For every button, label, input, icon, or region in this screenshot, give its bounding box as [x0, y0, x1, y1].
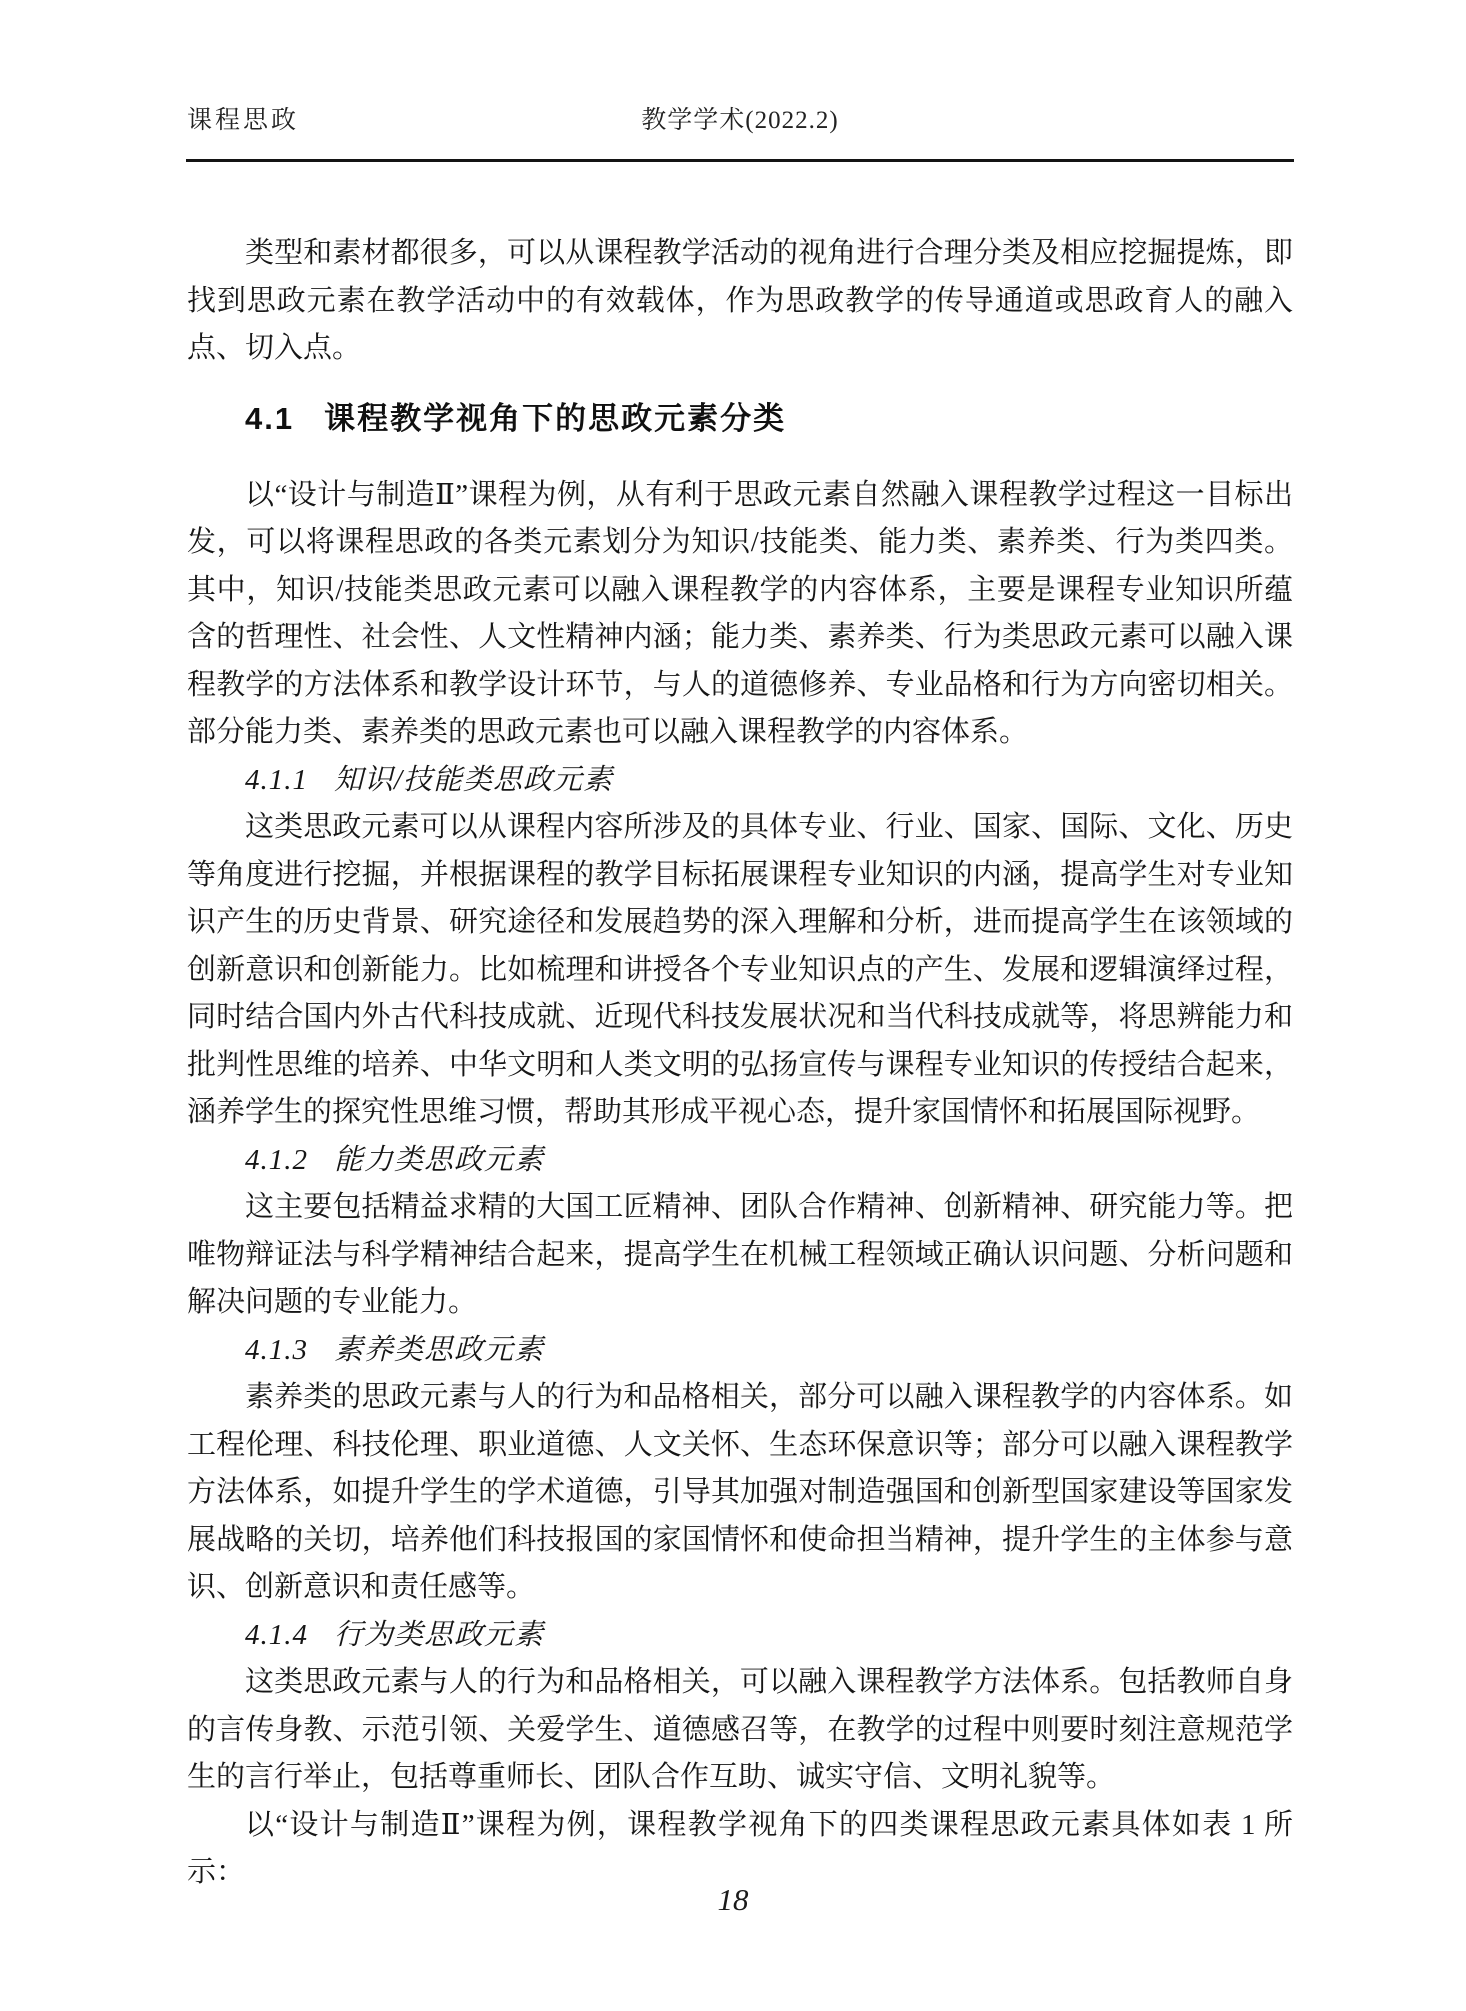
- section-number: 4.1: [245, 400, 295, 436]
- subsection-number: 4.1.3: [245, 1333, 308, 1366]
- subsection-number: 4.1.1: [245, 763, 308, 796]
- header-rule: [186, 159, 1294, 162]
- subsection-title: 能力类思政元素: [334, 1143, 545, 1176]
- paragraph: 以“设计与制造Ⅱ”课程为例，从有利于思政元素自然融入课程教学过程这一目标出发，可以将课程思政的各类元素划分为知识/技能类、能力类、素养类、行为类四类。其中，知识/技能类思政元素可以融入课程教学的内容体系，主要是课程专业知识所蕴含的哲理性、社会性、人文性精神内涵；能力类、素养类、行为类思政元素可以融入课程教学的方法体系和教学设计环节，与人的道德修养、专业品格和行为方向密切相关。部分能力类、素养类的思政元素也可以融入课程教学的内容体系。: [187, 478, 1293, 748]
- paragraph: 这类思政元素可以从课程内容所涉及的具体专业、行业、国家、国际、文化、历史等角度进行挖掘，并根据课程的教学目标拓展课程专业知识的内涵，提高学生对专业知识产生的历史背景、研究途径和发展趋势的深入理解和分析，进而提高学生在该领域的创新意识和创新能力。比如梳理和讲授各个专业知识点的产生、发展和逻辑演绎过程，同时结合国内外古代科技成就、近现代科技发展状况和当代科技成就等，将思辨能力和批判性思维的培养、中华文明和人类文明的弘扬宣传与课程专业知识的传授结合起来，涵养学生的探究性思维习惯，帮助其形成平视心态，提升家国情怀和拓展国际视野。: [187, 811, 1293, 1128]
- running-header: [187, 103, 1293, 139]
- paragraph: 类型和素材都很多，可以从课程教学活动的视角进行合理分类及相应挖掘提炼，即找到思政元素在教学活动中的有效载体，作为思政教学的传导通道或思政育人的融入点、切入点。: [187, 237, 1293, 364]
- paragraph: 以“设计与制造Ⅱ”课程为例，课程教学视角下的四类课程思政元素具体如表 1 所示：: [187, 1808, 1293, 1888]
- subsection-title: 知识/技能类思政元素: [334, 763, 614, 796]
- subsection-number: 4.1.2: [245, 1143, 308, 1176]
- paragraph: 素养类的思政元素与人的行为和品格相关，部分可以融入课程教学的内容体系。如工程伦理、科技伦理、职业道德、人文关怀、生态环保意识等；部分可以融入课程教学方法体系，如提升学生的学术道德，引导其加强对制造强国和创新型国家建设等国家发展战略的关切，培养他们科技报国的家国情怀和使命担当精神，提升学生的主体参与意识、创新意识和责任感等。: [187, 1381, 1293, 1603]
- paragraph: 这类思政元素与人的行为和品格相关，可以融入课程教学方法体系。包括教师自身的言传身教、示范引领、关爱学生、道德感召等，在教学的过程中则要时刻注意规范学生的言行举止，包括尊重师长、团队合作互助、诚实守信、文明礼貌等。: [187, 1666, 1293, 1793]
- subsection-title: 行为类思政元素: [334, 1618, 545, 1651]
- journal-title: 教学学术(2022.2): [641, 107, 839, 134]
- article-body: [187, 230, 1293, 1897]
- paragraph: 这主要包括精益求精的大国工匠精神、团队合作精神、创新精神、研究能力等。把唯物辩证法与科学精神结合起来，提高学生在机械工程领域正确认识问题、分析问题和解决问题的专业能力。: [187, 1191, 1293, 1318]
- subsection-heading-4-1-1: [187, 757, 1293, 805]
- subsection-heading-4-1-2: [187, 1137, 1293, 1185]
- subsection-heading-4-1-3: [187, 1327, 1293, 1375]
- section-heading-4-1: [187, 395, 1293, 443]
- column-label: 课程思政: [187, 107, 300, 134]
- subsection-number: 4.1.4: [245, 1618, 308, 1651]
- subsection-heading-4-1-4: [187, 1612, 1293, 1660]
- subsection-title: 素养类思政元素: [334, 1333, 545, 1366]
- section-title: 课程教学视角下的思政元素分类: [324, 400, 787, 436]
- page-number: 18: [717, 1882, 749, 1917]
